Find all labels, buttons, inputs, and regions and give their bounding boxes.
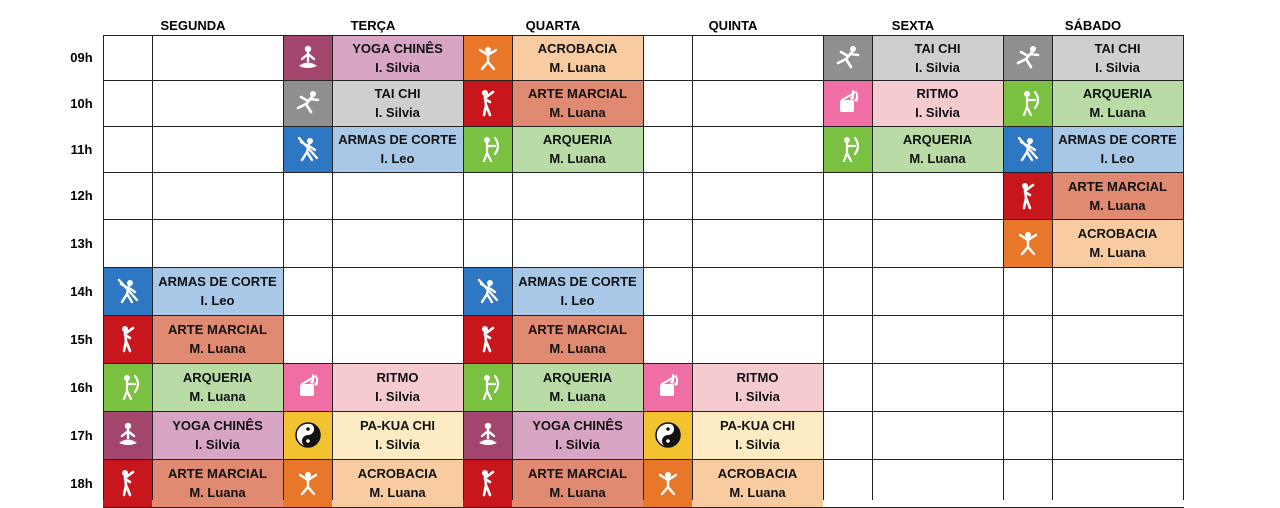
class-teacher: M. Luana <box>549 341 606 356</box>
drum-music-icon <box>283 363 332 411</box>
grid-column-line <box>283 35 284 500</box>
archer-icon <box>1003 80 1052 126</box>
class-name: ARQUERIA <box>1082 86 1153 101</box>
yoga-meditation-icon <box>283 35 332 80</box>
grid-column-line <box>1183 35 1184 500</box>
grid-column-line <box>463 35 464 500</box>
grid-column-line <box>1052 35 1053 500</box>
weapon-fighter-icon <box>283 126 332 172</box>
class-teacher: I. Silvia <box>735 437 780 452</box>
class-slot-arqueria[interactable] <box>1052 80 1183 126</box>
class-teacher: I. Silvia <box>915 105 960 120</box>
grid-column-line <box>103 35 104 500</box>
class-teacher: I. Silvia <box>375 59 420 75</box>
grid-column-line <box>512 35 513 500</box>
class-slot-tai-chi[interactable] <box>872 35 1003 80</box>
class-slot-yoga-chines[interactable] <box>512 411 643 459</box>
class-name: ARMAS DE CORTE <box>158 274 277 289</box>
acrobat-icon <box>463 35 512 80</box>
grid-column-line <box>152 35 153 500</box>
day-header-quarta: QUARTA <box>525 17 581 33</box>
tai-chi-kick-icon <box>283 80 332 126</box>
hour-label-13h: 13h <box>70 235 93 251</box>
class-name: PA-KUA CHI <box>359 418 436 433</box>
yin-yang-icon <box>643 411 692 459</box>
class-name: ARTE MARCIAL <box>1068 178 1167 194</box>
class-name: ARQUERIA <box>542 132 613 147</box>
class-slot-arqueria[interactable] <box>512 126 643 172</box>
class-slot-arte-marcial[interactable] <box>1052 172 1183 219</box>
class-slot-yoga-chines[interactable] <box>152 411 283 459</box>
class-teacher: M. Luana <box>549 151 606 166</box>
class-teacher: M. Luana <box>369 485 426 500</box>
class-name: ARQUERIA <box>902 132 973 147</box>
hour-label-11h: 11h <box>70 141 93 157</box>
class-name: TAI CHI <box>1094 40 1141 56</box>
class-slot-acrobacia[interactable] <box>512 35 643 80</box>
class-slot-ritmo[interactable] <box>692 363 823 411</box>
class-slot-armas-de-corte[interactable] <box>332 126 463 172</box>
class-slot-pa-kua-chi[interactable] <box>692 411 823 459</box>
class-teacher: M. Luana <box>189 341 246 356</box>
grid-column-line <box>823 35 824 500</box>
class-name: ARTE MARCIAL <box>168 322 267 337</box>
class-name: YOGA CHINÊS <box>532 418 623 433</box>
class-name: YOGA CHINÊS <box>172 418 263 433</box>
weapon-fighter-icon <box>1003 126 1052 172</box>
class-name: ARQUERIA <box>182 370 253 385</box>
drum-music-icon <box>643 363 692 411</box>
class-name: ACROBACIA <box>717 466 798 481</box>
weapon-fighter-icon <box>103 267 152 315</box>
class-slot-acrobacia[interactable] <box>1052 219 1183 267</box>
day-header-sexta: SEXTA <box>891 17 935 33</box>
class-slot-tai-chi[interactable] <box>332 80 463 126</box>
class-name: ACROBACIA <box>357 466 438 481</box>
class-slot-arqueria[interactable] <box>152 363 283 411</box>
class-name: RITMO <box>736 370 779 385</box>
hour-label-17h: 17h <box>70 427 93 443</box>
class-teacher: I. Silvia <box>375 389 420 404</box>
class-teacher: I. Silvia <box>195 437 240 452</box>
class-teacher: I. Silvia <box>915 59 960 75</box>
yoga-meditation-icon <box>103 411 152 459</box>
class-teacher: I. Silvia <box>555 437 600 452</box>
class-teacher: M. Luana <box>549 59 606 75</box>
martial-kick-icon <box>1003 172 1052 219</box>
martial-kick-icon <box>463 315 512 363</box>
hour-label-09h: 09h <box>70 50 93 65</box>
hour-label-15h: 15h <box>70 331 93 347</box>
class-name: ARTE MARCIAL <box>528 86 627 101</box>
acrobat-icon <box>1003 219 1052 267</box>
class-teacher: M. Luana <box>189 389 246 404</box>
class-slot-arte-marcial[interactable] <box>152 315 283 363</box>
class-slot-arte-marcial[interactable] <box>512 80 643 126</box>
hour-label-10h: 10h <box>70 95 93 111</box>
archer-icon <box>103 363 152 411</box>
grid-column-line <box>692 35 693 500</box>
class-teacher: M. Luana <box>1089 197 1146 213</box>
class-name: YOGA CHINÊS <box>352 40 443 56</box>
class-teacher: M. Luana <box>549 105 606 120</box>
class-teacher: I. Leo <box>200 293 235 308</box>
hour-label-12h: 12h <box>70 188 93 203</box>
class-name: ACROBACIA <box>1077 226 1158 241</box>
grid-column-line <box>643 35 644 500</box>
class-name: TAI CHI <box>374 86 421 101</box>
archer-icon <box>823 126 872 172</box>
class-teacher: I. Silvia <box>375 105 420 120</box>
class-name: ACROBACIA <box>537 40 618 56</box>
class-teacher: I. Leo <box>380 151 415 166</box>
hour-label-14h: 14h <box>70 283 93 299</box>
class-teacher: I. Silvia <box>1095 59 1140 75</box>
yin-yang-icon <box>283 411 332 459</box>
class-name: RITMO <box>376 370 419 385</box>
grid-column-line <box>1003 35 1004 500</box>
class-teacher: I. Silvia <box>735 389 780 404</box>
class-name: ARTE MARCIAL <box>528 466 627 481</box>
class-slot-pa-kua-chi[interactable] <box>332 411 463 459</box>
grid-column-line <box>332 35 333 500</box>
class-slot-tai-chi[interactable] <box>1052 35 1183 80</box>
class-slot-yoga-chines[interactable] <box>332 35 463 80</box>
class-teacher: I. Silvia <box>375 437 420 452</box>
archer-icon <box>463 363 512 411</box>
class-slot-armas-de-corte[interactable] <box>152 267 283 315</box>
martial-kick-icon <box>463 80 512 126</box>
hour-label-18h: 18h <box>70 475 93 491</box>
class-slot-ritmo[interactable] <box>332 363 463 411</box>
class-name: TAI CHI <box>914 40 961 56</box>
class-slot-armas-de-corte[interactable] <box>1052 126 1183 172</box>
class-name: ARQUERIA <box>542 370 613 385</box>
weapon-fighter-icon <box>463 267 512 315</box>
archer-icon <box>463 126 512 172</box>
class-teacher: M. Luana <box>189 485 246 500</box>
class-slot-arte-marcial[interactable] <box>512 315 643 363</box>
class-teacher: M. Luana <box>1089 105 1146 120</box>
class-name: ARTE MARCIAL <box>168 466 267 481</box>
class-name: ARTE MARCIAL <box>528 322 627 337</box>
day-header-segunda: SEGUNDA <box>160 17 226 33</box>
class-teacher: M. Luana <box>1089 245 1146 260</box>
tai-chi-kick-icon <box>1003 35 1052 80</box>
class-teacher: M. Luana <box>549 389 606 404</box>
yoga-meditation-icon <box>463 411 512 459</box>
class-name: PA-KUA CHI <box>719 418 796 433</box>
class-name: ARMAS DE CORTE <box>1058 132 1177 147</box>
class-name: ARMAS DE CORTE <box>518 274 637 289</box>
class-slot-arqueria[interactable] <box>512 363 643 411</box>
class-teacher: M. Luana <box>729 485 786 500</box>
class-slot-ritmo[interactable] <box>872 80 1003 126</box>
class-name: RITMO <box>916 86 959 101</box>
class-teacher: I. Leo <box>1100 151 1135 166</box>
class-teacher: M. Luana <box>909 151 966 166</box>
tai-chi-kick-icon <box>823 35 872 80</box>
class-slot-armas-de-corte[interactable] <box>512 267 643 315</box>
hour-label-16h: 16h <box>70 379 93 395</box>
class-teacher: I. Leo <box>560 293 595 308</box>
class-name: ARMAS DE CORTE <box>338 132 457 147</box>
day-header-sabado: SÁBADO <box>1064 17 1122 33</box>
drum-music-icon <box>823 80 872 126</box>
class-teacher: M. Luana <box>549 485 606 500</box>
grid-column-line <box>872 35 873 500</box>
class-slot-arqueria[interactable] <box>872 126 1003 172</box>
martial-kick-icon <box>103 315 152 363</box>
day-header-terca: TERÇA <box>350 17 396 33</box>
day-header-quinta: QUINTA <box>708 17 758 33</box>
